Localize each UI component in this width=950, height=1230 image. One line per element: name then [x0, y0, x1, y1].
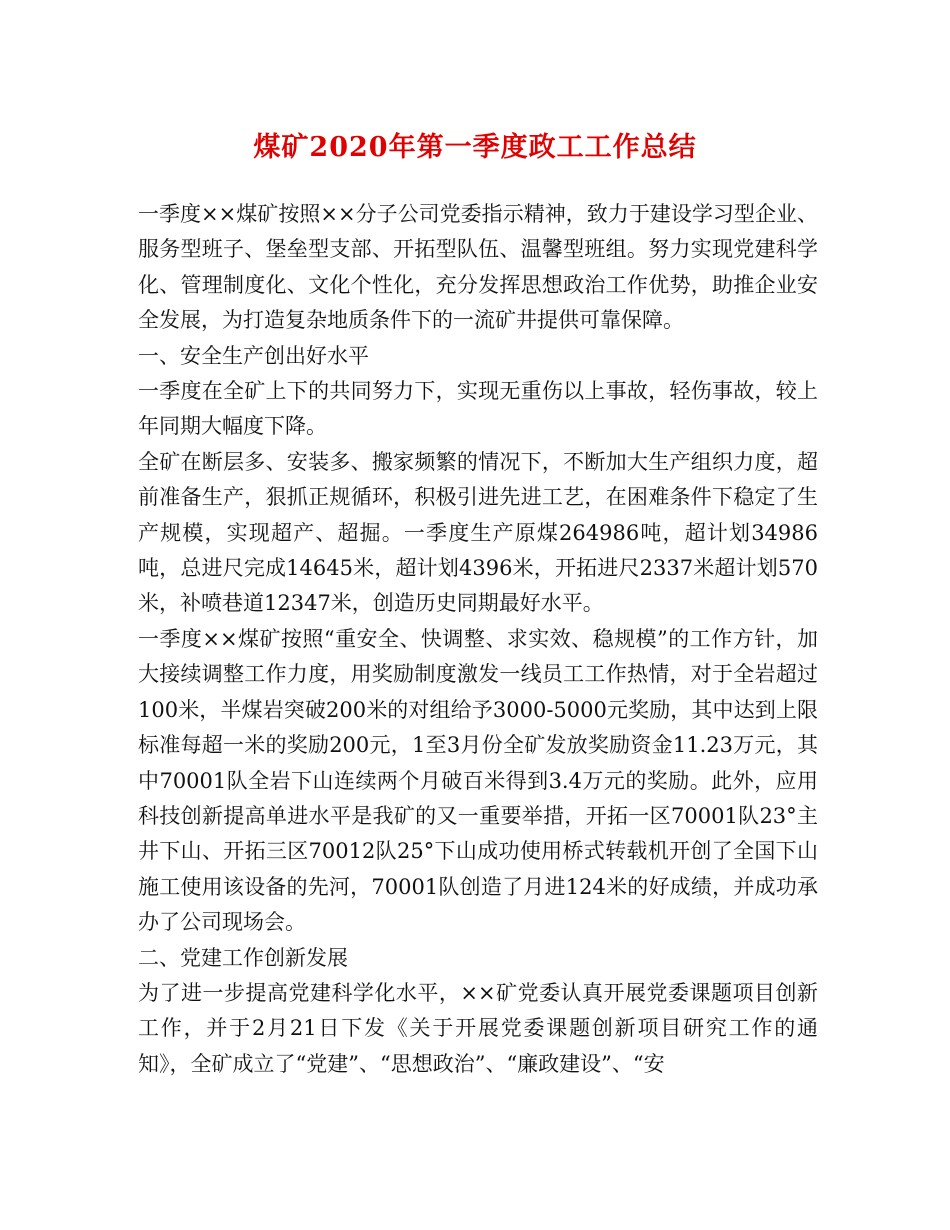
paragraph-party-building: 为了进一步提高党建科学化水平，××矿党委认真开展党委课题项目创新工作，并于2月21日下发《关于开展党委课题创新项目研究工作的通知》，全矿成立了“党建”、“思想政治”、“廉政建设”、“安: [138, 980, 818, 1076]
section-heading-party-building: 二、党建工作创新发展: [138, 945, 348, 970]
paragraph-intro: 一季度××煤矿按照××分子公司党委指示精神，致力于建设学习型企业、服务型班子、堡垒型支部、开拓型队伍、温馨型班组。努力实现党建科学化、管理制度化、文化个性化，充分发挥思想政治工作优势，助推企业安全发展，为打造复杂地质条件下的一流矿井提供可靠保障。: [138, 202, 818, 333]
paragraph-production: 全矿在断层多、安装多、搬家频繁的情况下，不断加大生产组织力度，超前准备生产，狠抓正规循环，积极引进先进工艺，在困难条件下稳定了生产规模，实现超产、超掘。一季度生产原煤264986吨，超计划34986吨，总进尺完成14645米，超计划4396米，开拓进尺2337米超计划570米，补喷巷道12347米，创造历史同期最好水平。: [138, 449, 818, 616]
paragraph-safety-result: 一季度在全矿上下的共同努力下，实现无重伤以上事故，轻伤事故，较上年同期大幅度下降。: [138, 379, 818, 439]
paragraph-incentives: 一季度××煤矿按照“重安全、快调整、求实效、稳规模”的工作方针，加大接续调整工作力度，用奖励制度激发一线员工工作热情，对于全岩超过100米，半煤岩突破200米的对组给予3000-5000元奖励，其中达到上限标准每超一米的奖励200元，1至3月份全矿发放奖励资金11.23万元，其中70001队全岩下山连续两个月破百米得到3.4万元的奖励。此外，应用科技创新提高单进水平是我矿的又一重要举措，开拓一区70001队23°主井下山、开拓三区70012队25°下山成功使用桥式转载机开创了全国下山施工使用该设备的先河，70001队创造了月进124米的好成绩，并成功承办了公司现场会。: [138, 626, 818, 935]
document-title: 煤矿2020年第一季度政工工作总结: [253, 132, 697, 163]
section-heading-safety: 一、安全生产创出好水平: [138, 343, 369, 368]
document-body: [138, 197, 818, 1082]
